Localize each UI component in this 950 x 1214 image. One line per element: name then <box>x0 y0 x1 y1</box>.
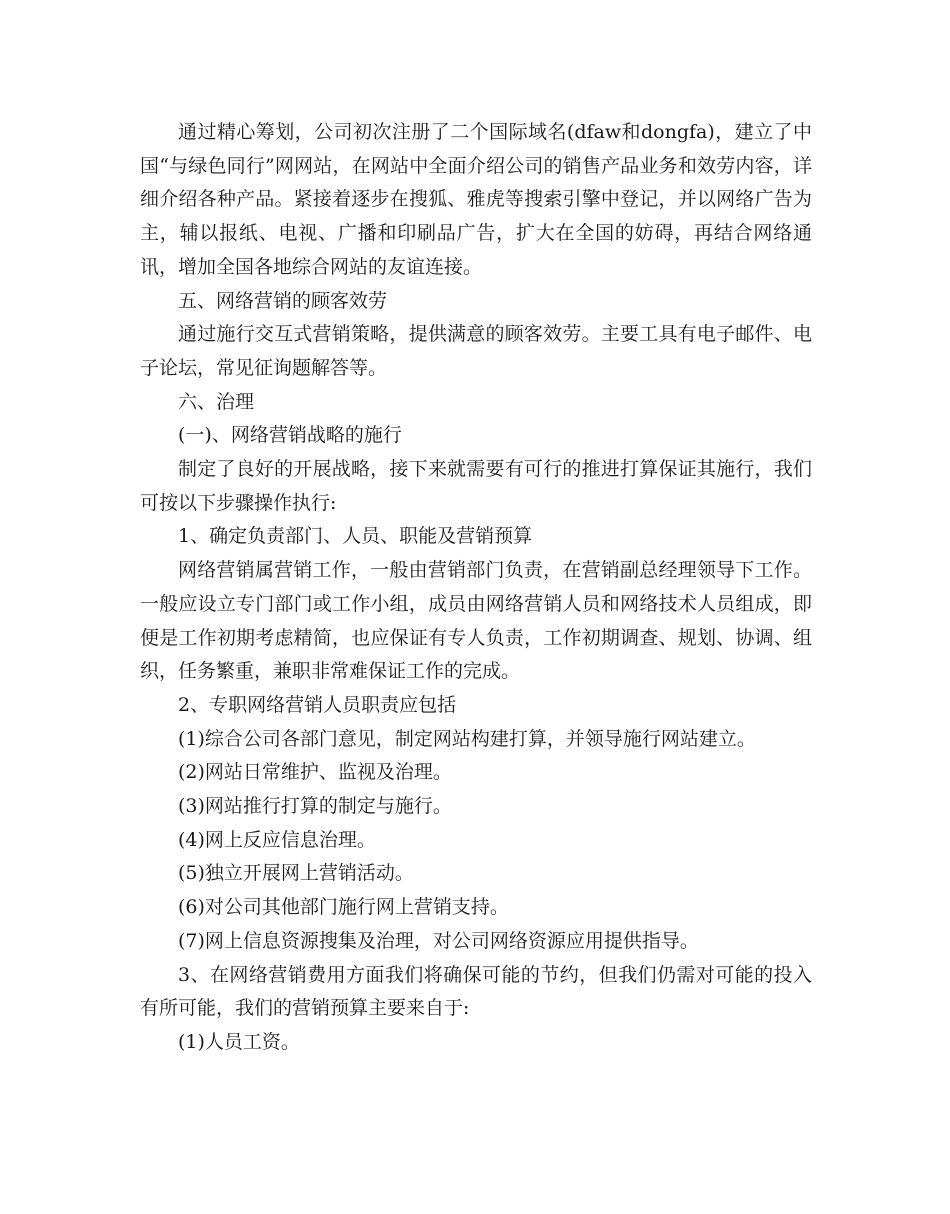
paragraph-department-setup: 网络营销属营销工作，一般由营销部门负责，在营销副总经理领导下工作。一般应设立专门部门或工作小组，成员由网络营销人员和网络技术人员组成，即便是工作初期考虑精简，也应保证有专人负责，工作初期调查、规划、协调、组织，任务繁重，兼职非常难保证工作的完成。 <box>140 559 812 683</box>
duty-item-2: (2)网站日常维护、监视及治理。 <box>178 761 452 784</box>
duty-item-4: (4)网上反应信息治理。 <box>178 828 376 851</box>
duty-item-6: (6)对公司其他部门施行网上营销支持。 <box>178 896 509 919</box>
heading-customer-service: 五、网络营销的顾客效劳 <box>178 289 388 312</box>
list-item-step-3: 3、在网络营销费用方面我们将确保可能的节约，但我们仍需对可能的投入有所可能，我们的营销预算主要来自于: <box>140 963 812 1020</box>
document-body <box>140 116 812 1060</box>
list-item-step-1: 1、确定负责部门、人员、职能及营销预算 <box>178 525 533 548</box>
list-item-step-2: 2、专职网络营销人员职责应包括 <box>178 693 457 716</box>
paragraph-strategy-steps: 制定了良好的开展战略，接下来就需要有可行的推进打算保证其施行，我们可按以下步骤操作执行: <box>140 458 812 514</box>
paragraph-domain-registration: 通过精心筹划，公司初次注册了二个国际域名(dfaw和dongfa)，建立了中国“与绿色同行”网网站，在网站中全面介绍公司的销售产品业务和效劳内容，详细介绍各种产品。紧接着逐步在搜狐、雅虎等搜索引擎中登记，并以网络广告为主，辅以报纸、电视、广播和印刷品广告，扩大在全国的妨碍，再结合网络通讯，增加全国各地综合网站的友谊连接。 <box>140 121 812 278</box>
heading-management: 六、治理 <box>178 390 255 413</box>
paragraph-customer-service: 通过施行交互式营销策略，提供满意的顾客效劳。主要工具有电子邮件、电子论坛，常见征询题解答等。 <box>140 323 812 379</box>
subheading-strategy-implementation: (一)、网络营销战略的施行 <box>178 424 402 447</box>
budget-item-1: (1)人员工资。 <box>178 1030 300 1053</box>
duty-item-5: (5)独立开展网上营销活动。 <box>178 862 414 885</box>
duty-item-1: (1)综合公司各部门意见，制定网站构建打算，并领导施行网站建立。 <box>178 727 756 750</box>
duty-item-7: (7)网上信息资源搜集及治理，对公司网络资源应用提供指导。 <box>178 929 699 952</box>
duty-item-3: (3)网站推行打算的制定与施行。 <box>178 795 452 818</box>
